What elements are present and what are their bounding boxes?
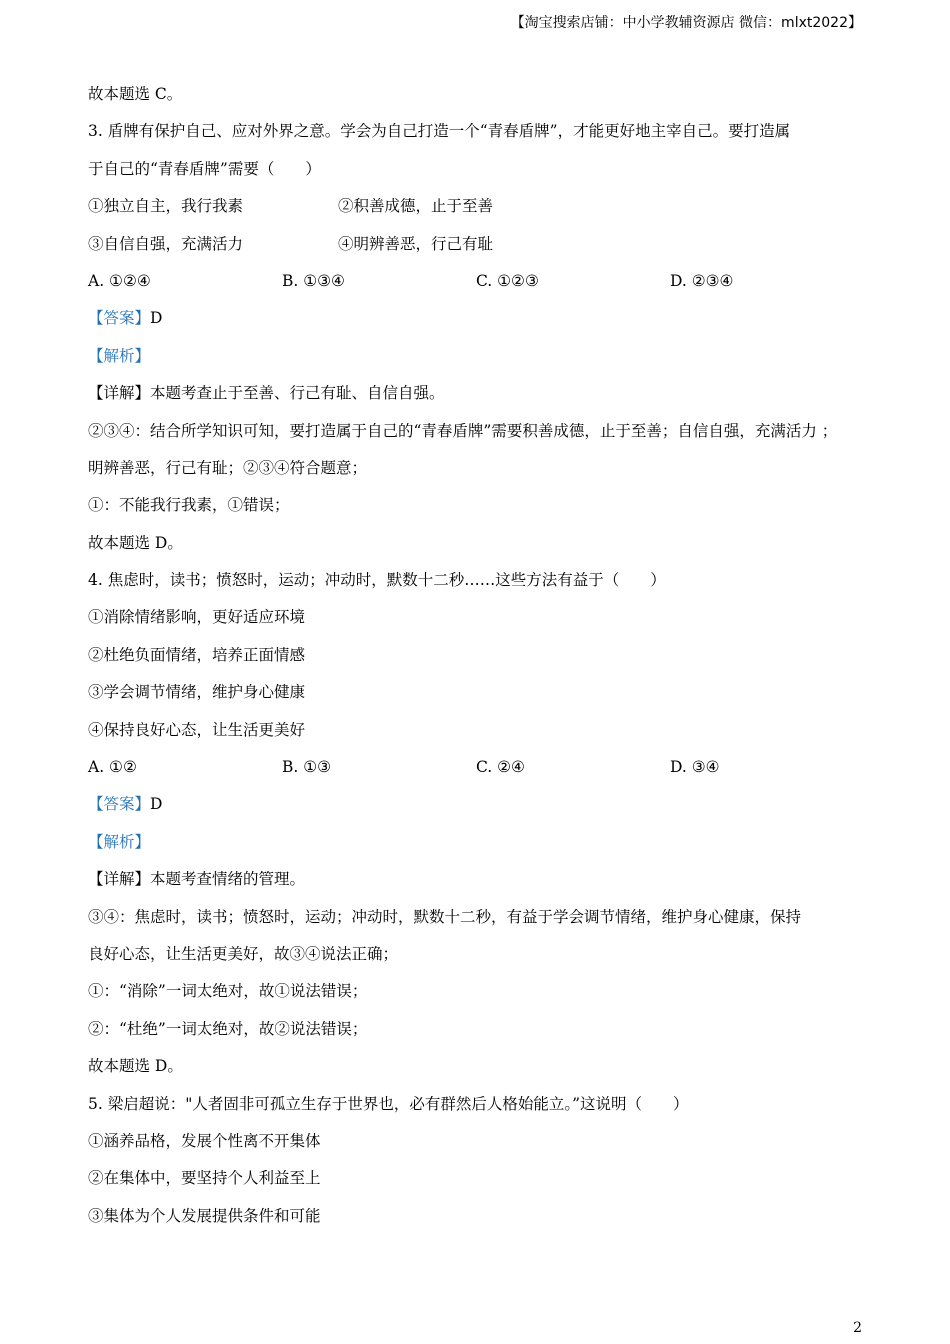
q4-options (88, 749, 868, 786)
answer-value: D (150, 795, 163, 814)
detail-text: 本题考查情绪的管理。 (150, 870, 306, 889)
q4-explain-line-3: ①：“消除”一词太绝对，故①说法错误； (88, 982, 368, 1001)
q3-options (88, 263, 868, 300)
q3-stem-line-2: 于自己的“青春盾牌”需要（ ） (88, 159, 321, 178)
q4-choice-4: ④保持良好心态，让生活更美好 (88, 720, 306, 739)
q5-choice-3: ③集体为个人发展提供条件和可能 (88, 1206, 321, 1225)
q3-answer (88, 300, 868, 337)
document-body (88, 76, 868, 1235)
q4-choice-1: ①消除情绪影响，更好适应环境 (88, 608, 306, 627)
q3-explain-line-2: 明辨善恶，行己有耻；②③④符合题意； (88, 458, 368, 477)
q3-option-d: D. ②③④ (670, 271, 734, 290)
detail-tag: 【详解】 (88, 870, 151, 889)
answer-tag: 【答案】 (88, 795, 151, 814)
answer-value: D (150, 309, 163, 328)
text-line: 故本题选 C。 (88, 85, 183, 103)
q4-option-a: A. ①② (88, 758, 137, 777)
analysis-tag: 【解析】 (88, 832, 151, 851)
q3-detail (88, 375, 868, 412)
q3-explain-line-3: ①：不能我行我素，①错误； (88, 496, 290, 515)
q4-choice-2: ②杜绝负面情绪，培养正面情感 (88, 645, 306, 664)
page-header: 【淘宝搜索店铺：中小学教辅资源店 微信：mlxt2022】 (510, 15, 862, 31)
q3-choice-4: ④明辨善恶，行己有耻 (338, 234, 494, 253)
q3-analysis (88, 338, 868, 375)
q4-answer (88, 786, 868, 823)
q3-explain-line-1: ②③④：结合所学知识可知，要打造属于自己的“青春盾牌”需要积善成德，止于至善；自信自强，充满活力 ； (88, 421, 838, 440)
q4-explain-line-5: 故本题选 D。 (88, 1057, 183, 1076)
q4-stem: 4. 焦虑时，读书；愤怒时，运动；冲动时，默数十二秒……这些方法有益于（ ） (88, 571, 666, 590)
q3-choices-row-2 (88, 226, 868, 263)
q4-option-c: C. ②④ (476, 758, 525, 777)
answer-tag: 【答案】 (88, 309, 151, 328)
page-number: 2 (853, 1320, 862, 1336)
q3-choice-3: ③自信自强，充满活力 (88, 234, 244, 253)
q4-detail (88, 861, 868, 898)
q4-explain-line-4: ②：“杜绝”一词太绝对，故②说法错误； (88, 1019, 368, 1038)
q3-choices-row-1 (88, 188, 868, 225)
q4-choice-3: ③学会调节情绪，维护身心健康 (88, 683, 306, 702)
analysis-tag: 【解析】 (88, 346, 151, 365)
q3-choice-2: ②积善成德，止于至善 (338, 197, 494, 216)
q3-option-b: B. ①③④ (282, 271, 345, 290)
q3-explain-line-4: 故本题选 D。 (88, 533, 183, 552)
q4-option-b: B. ①③ (282, 758, 332, 777)
q5-choice-2: ②在集体中，要坚持个人利益至上 (88, 1169, 321, 1188)
q5-choice-1: ①涵养品格，发展个性离不开集体 (88, 1131, 321, 1150)
q3-choice-1: ①独立自主，我行我素 (88, 197, 244, 216)
detail-tag: 【详解】 (88, 384, 151, 403)
q5-stem: 5. 梁启超说："人者固非可孤立生存于世界也，必有群然后人格始能立。”这说明（ ） (88, 1094, 689, 1113)
detail-text: 本题考查止于至善、行己有耻、自信自强。 (150, 384, 445, 403)
q3-stem-line-1: 3. 盾牌有保护自己、应对外界之意。学会为自己打造一个“青春盾牌”，才能更好地主宰自己。要打造属 (88, 122, 791, 141)
q4-option-d: D. ③④ (670, 758, 720, 777)
q3-option-c: C. ①②③ (476, 271, 539, 290)
q4-explain-line-2: 良好心态，让生活更美好，故③④说法正确； (88, 944, 399, 963)
q4-explain-line-1: ③④：焦虑时，读书；愤怒时，运动；冲动时，默数十二秒，有益于学会调节情绪，维护身心健康，保持 (88, 907, 802, 926)
q3-option-a: A. ①②④ (88, 271, 151, 290)
q4-analysis (88, 824, 868, 861)
